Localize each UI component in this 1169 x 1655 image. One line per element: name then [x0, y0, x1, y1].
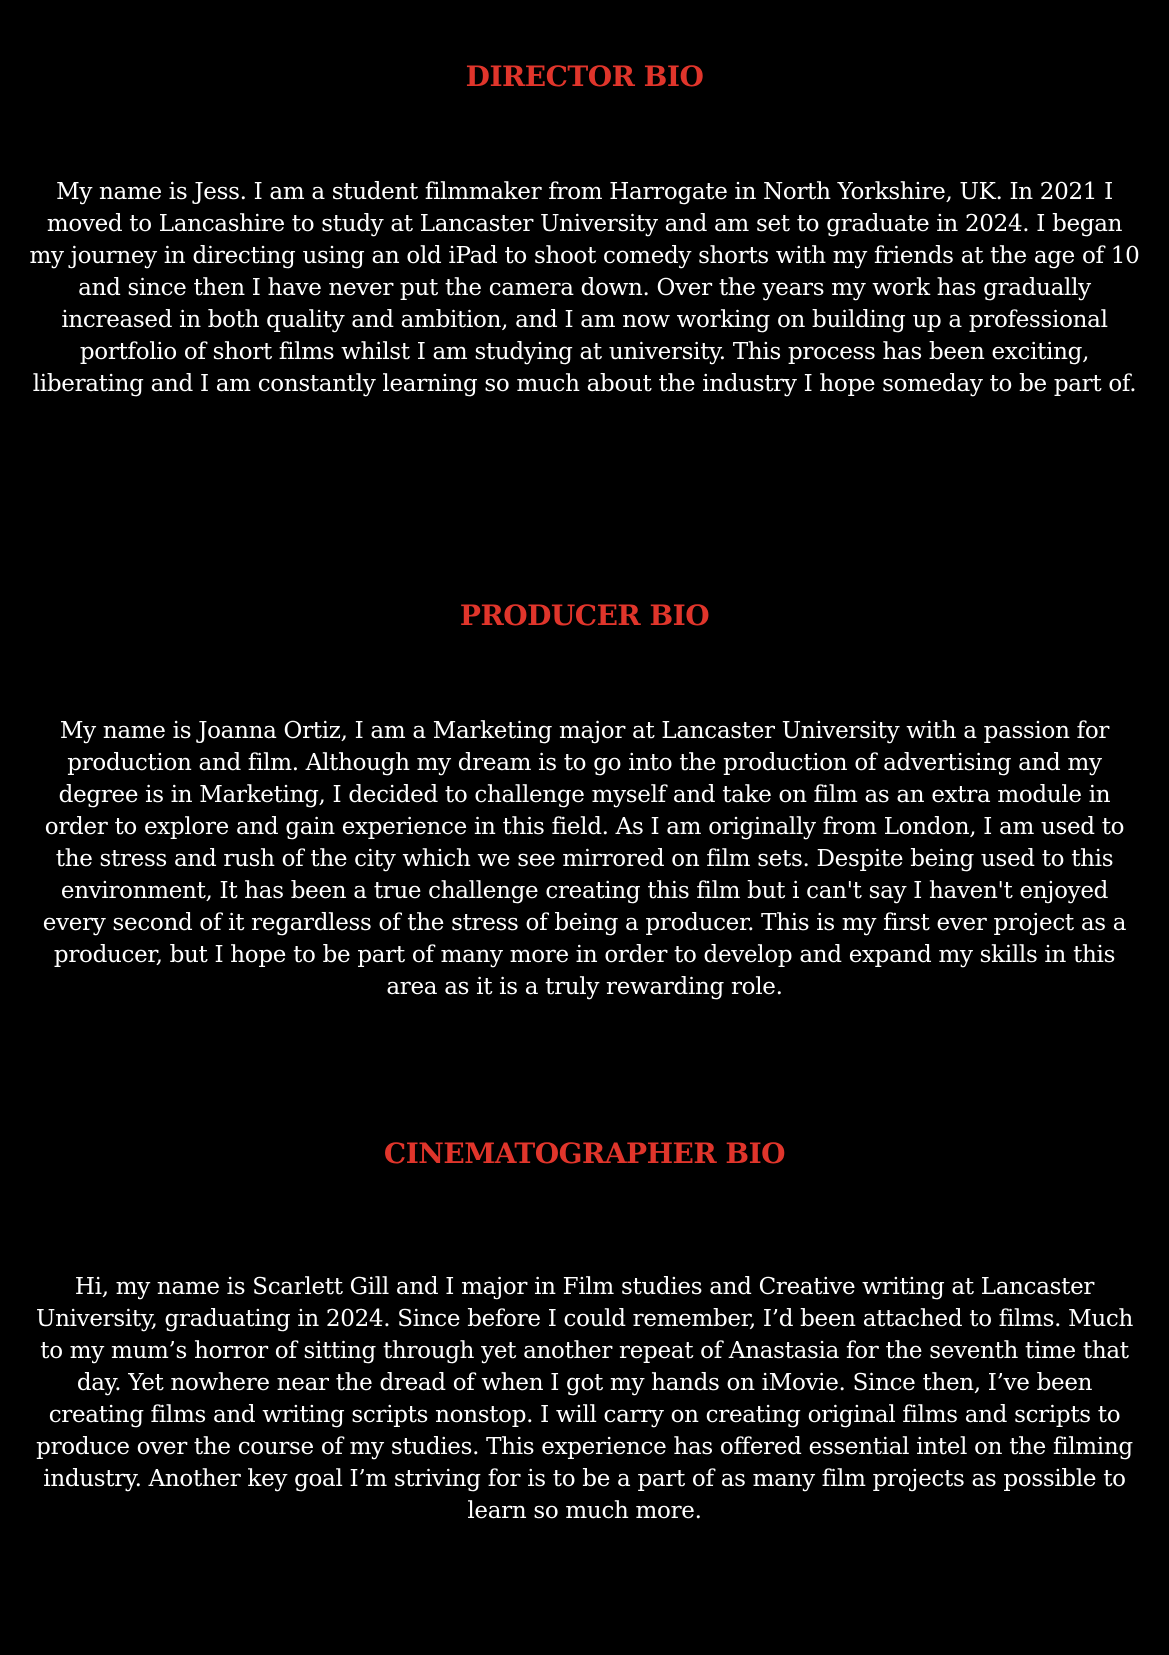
director-bio-text: My name is Jess. I am a student filmmaker from Harrogate in North Yorkshire, UK. In 2021 I moved to Lancashire to study at Lancaster University and am set to graduate in 2024. I began my journey in directing using an old iPad to shoot comedy shorts with my friends at the age of 10 and since then I have never put the camera down. Over the years my work has gradually increased in both quality and ambition, and I am now working on building up a professional portfolio of short films whilst I am studying at university. This process has been exciting, liberating and I am constantly learning so much about the industry I hope someday to be part of.	[29, 179, 1140, 397]
cinematographer-bio-heading: CINEMATOGRAPHER BIO	[383, 1137, 786, 1170]
cinematographer-bio-section	[0, 1137, 1169, 1527]
director-bio-section	[0, 60, 1169, 400]
producer-bio-text: My name is Joanna Ortiz, I am a Marketing major at Lancaster University with a passion for production and film. Although my dream is to go into the production of advertising and my degree is in Marketing, I decided to challenge myself and take on film as an extra module in order to explore and gain experience in this field. As I am originally from London, I am used to the stress and rush of the city which we see mirrored on film sets. Despite being used to this environment, It has been a true challenge creating this film but i can't say I haven't enjoyed every second of it regardless of the stress of being a producer. This is my first ever project as a producer, but I hope to be part of many more in order to develop and expand my skills in this area as it is a truly rewarding role.	[42, 718, 1127, 1000]
director-bio-heading: DIRECTOR BIO	[465, 60, 704, 93]
cinematographer-bio-text: Hi, my name is Scarlett Gill and I major in Film studies and Creative writing at Lancaster University, graduating in 2024. Since before I could remember, I’d been attached to films. Much to my mum’s horror of sitting through yet another repeat of Anastasia for the seventh time that day. Yet nowhere near the dread of when I got my hands on iMovie. Since then, I’ve been creating films and writing scripts nonstop. I will carry on creating original films and scripts to produce over the course of my studies. This experience has offered essential intel on the filming industry. Another key goal I’m striving for is to be a part of as many film projects as possible to learn so much more.	[36, 1274, 1133, 1524]
producer-bio-heading: PRODUCER BIO	[459, 599, 710, 632]
producer-bio-section	[0, 599, 1169, 1003]
